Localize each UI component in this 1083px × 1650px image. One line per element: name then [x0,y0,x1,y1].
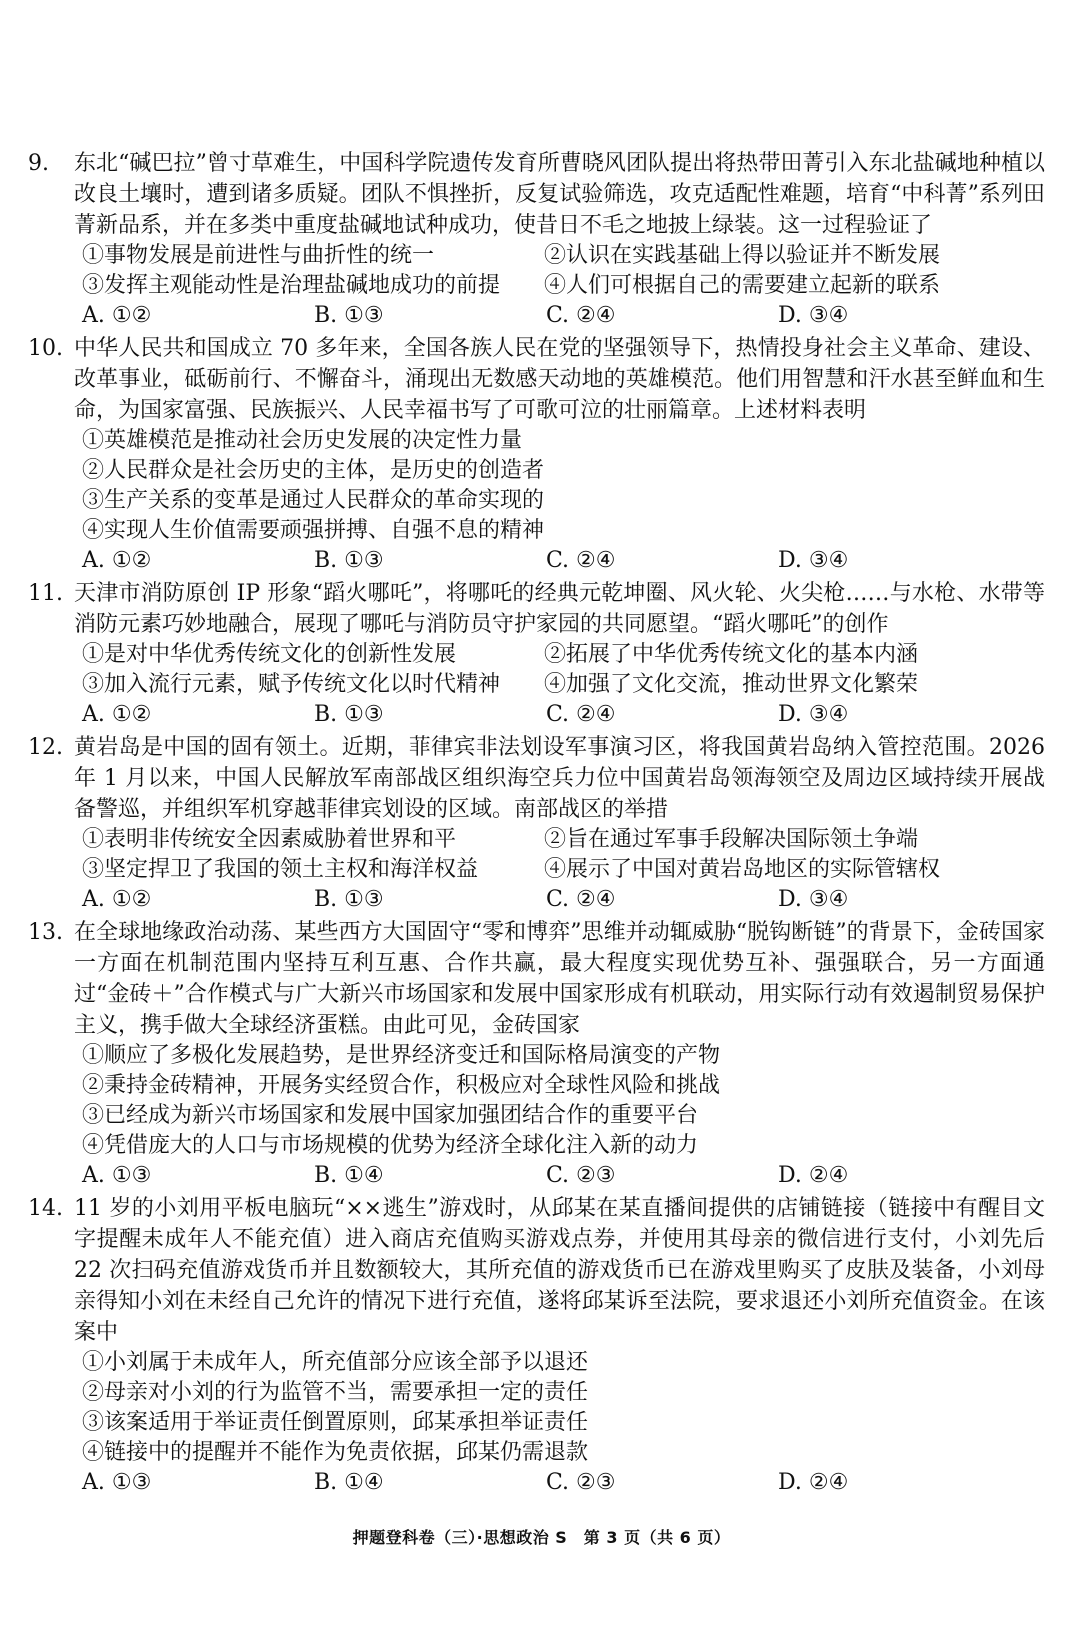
option-4: ④人们可根据自己的需要建立起新的联系 [544,273,941,298]
page-footer: 押题登科卷（三）·思想政治 S 第 3 页（共 6 页） [352,1528,731,1547]
exam-page [0,148,1083,1500]
question-text: 11 岁的小刘用平板电脑玩“××逃生”游戏时，从邱某在某直播间提供的店铺链接（链接中有醒目文字提醒未成年人不能充值）进入商店充值购买游戏点券，并使用其母亲的微信进行支付，小刘先后 22 次扫码充值游戏货币并且数额较大，其所充值的游戏货币已在游戏里购买了皮肤及装备，小刘母亲得知小刘在未经自己允许的情况下进行充值，遂将邱某诉至法院，要求退还小刘所充值资金。在该案中 [74,1196,1045,1345]
choice-c: C. ②④ [546,887,616,912]
option-1: ①顺应了多极化发展趋势，是世界经济变迁和国际格局演变的产物 [82,1043,721,1068]
choice-a: A. ①② [82,702,152,727]
question-number: 11. [28,581,63,606]
option-1: ①事物发展是前进性与曲折性的统一 [82,243,435,268]
choice-a: A. ①② [82,887,152,912]
option-2: ②秉持金砖精神，开展务实经贸合作，积极应对全球性风险和挑战 [82,1073,721,1098]
option-2: ②认识在实践基础上得以验证并不断发展 [544,243,941,268]
answer-choices [0,546,1083,576]
option-row [0,640,1083,670]
question-stem [0,732,1083,825]
choice-b: B. ①③ [314,548,384,573]
option-4: ④实现人生价值需要顽强拼搏、自强不息的精神 [82,518,545,543]
answer-choices [0,1468,1083,1498]
question-9 [0,148,1083,331]
question-text: 东北“碱巴拉”曾寸草难生，中国科学院遗传发育所曹晓风团队提出将热带田菁引入东北盐碱地种植以改良土壤时，遭到诸多质疑。团队不惧挫折，反复试验筛选，攻克适配性难题，培育“中科菁”系列田菁新品系，并在多类中重度盐碱地试种成功，使昔日不毛之地披上绿装。这一过程验证了 [74,151,1045,238]
answer-choices [0,700,1083,730]
option-3: ③加入流行元素，赋予传统文化以时代精神 [82,672,501,697]
question-text: 在全球地缘政治动荡、某些西方大国固守“零和博弈”思维并动辄威胁“脱钩断链”的背景下，金砖国家一方面在机制范围内坚持互利互惠、合作共赢，最大程度实现优势互补、强强联合，另一方面通过“金砖＋”合作模式与广大新兴市场国家和发展中国家形成有机联动，用实际行动有效遏制贸易保护主义，携手做大全球经济蛋糕。由此可见，金砖国家 [74,920,1045,1038]
option-row [0,271,1083,301]
question-stem [0,578,1083,640]
choice-c: C. ②③ [546,1163,616,1188]
option-2: ②旨在通过军事手段解决国际领土争端 [544,827,919,852]
choice-b: B. ①③ [314,303,384,328]
option-3: ③发挥主观能动性是治理盐碱地成功的前提 [82,273,501,298]
question-stem [0,917,1083,1041]
question-number: 14. [28,1196,63,1221]
answer-choices [0,885,1083,915]
question-10 [0,333,1083,576]
choice-b: B. ①④ [314,1470,384,1495]
question-14 [0,1193,1083,1498]
choice-c: C. ②④ [546,303,616,328]
choice-a: A. ①② [82,548,152,573]
option-3: ③已经成为新兴市场国家和发展中国家加强团结合作的重要平台 [82,1103,699,1128]
question-12 [0,732,1083,915]
choice-a: A. ①③ [82,1470,152,1495]
option-1: ①小刘属于未成年人，所充值部分应该全部予以退还 [82,1350,589,1375]
choice-d: D. ③④ [778,548,849,573]
option-row [0,670,1083,700]
choice-b: B. ①③ [314,887,384,912]
choice-a: A. ①② [82,303,152,328]
option-4: ④展示了中国对黄岩岛地区的实际管辖权 [544,857,941,882]
option-1: ①是对中华优秀传统文化的创新性发展 [82,642,457,667]
option-1: ①表明非传统安全因素威胁着世界和平 [82,827,457,852]
choice-d: D. ③④ [778,887,849,912]
answer-choices [0,1161,1083,1191]
option-3: ③坚定捍卫了我国的领土主权和海洋权益 [82,857,479,882]
choice-c: C. ②④ [546,702,616,727]
question-number: 13. [28,920,63,945]
choice-b: B. ①④ [314,1163,384,1188]
option-row [0,855,1083,885]
option-3: ③该案适用于举证责任倒置原则，邱某承担举证责任 [82,1410,589,1435]
option-row [0,241,1083,271]
option-row [0,825,1083,855]
question-number: 9. [28,151,49,176]
option-2: ②母亲对小刘的行为监管不当，需要承担一定的责任 [82,1380,589,1405]
question-stem [0,148,1083,241]
question-text: 天津市消防原创 IP 形象“蹈火哪吒”，将哪吒的经典元乾坤圈、风火轮、火尖枪……与水枪、水带等消防元素巧妙地融合，展现了哪吒与消防员守护家园的共同愿望。“蹈火哪吒”的创作 [74,581,1045,637]
question-stem [0,333,1083,426]
option-4: ④加强了文化交流，推动世界文化繁荣 [544,672,919,697]
choice-d: D. ②④ [778,1163,849,1188]
choice-c: C. ②④ [546,548,616,573]
choice-d: D. ③④ [778,702,849,727]
option-1: ①英雄模范是推动社会历史发展的决定性力量 [82,428,523,453]
option-4: ④凭借庞大的人口与市场规模的优势为经济全球化注入新的动力 [82,1133,699,1158]
option-3: ③生产关系的变革是通过人民群众的革命实现的 [82,488,545,513]
answer-choices [0,301,1083,331]
question-text: 中华人民共和国成立 70 多年来，全国各族人民在党的坚强领导下，热情投身社会主义革命、建设、改革事业，砥砺前行、不懈奋斗，涌现出无数感天动地的英雄模范。他们用智慧和汗水甚至鲜血和生命，为国家富强、民族振兴、人民幸福书写了可歌可泣的壮丽篇章。上述材料表明 [74,336,1045,423]
question-13 [0,917,1083,1191]
option-2: ②拓展了中华优秀传统文化的基本内涵 [544,642,919,667]
question-text: 黄岩岛是中国的固有领土。近期，菲律宾非法划设军事演习区，将我国黄岩岛纳入管控范围。2026 年 1 月以来，中国人民解放军南部战区组织海空兵力位中国黄岩岛领海领空及周边区域持续开展战备警巡，并组织军机穿越菲律宾划设的区域。南部战区的举措 [74,735,1045,822]
choice-a: A. ①③ [82,1163,152,1188]
question-number: 12. [28,735,63,760]
question-number: 10. [28,336,63,361]
option-2: ②人民群众是社会历史的主体，是历史的创造者 [82,458,545,483]
question-stem [0,1193,1083,1348]
question-11 [0,578,1083,730]
choice-d: D. ②④ [778,1470,849,1495]
option-4: ④链接中的提醒并不能作为免责依据，邱某仍需退款 [82,1440,589,1465]
choice-c: C. ②③ [546,1470,616,1495]
choice-b: B. ①③ [314,702,384,727]
choice-d: D. ③④ [778,303,849,328]
